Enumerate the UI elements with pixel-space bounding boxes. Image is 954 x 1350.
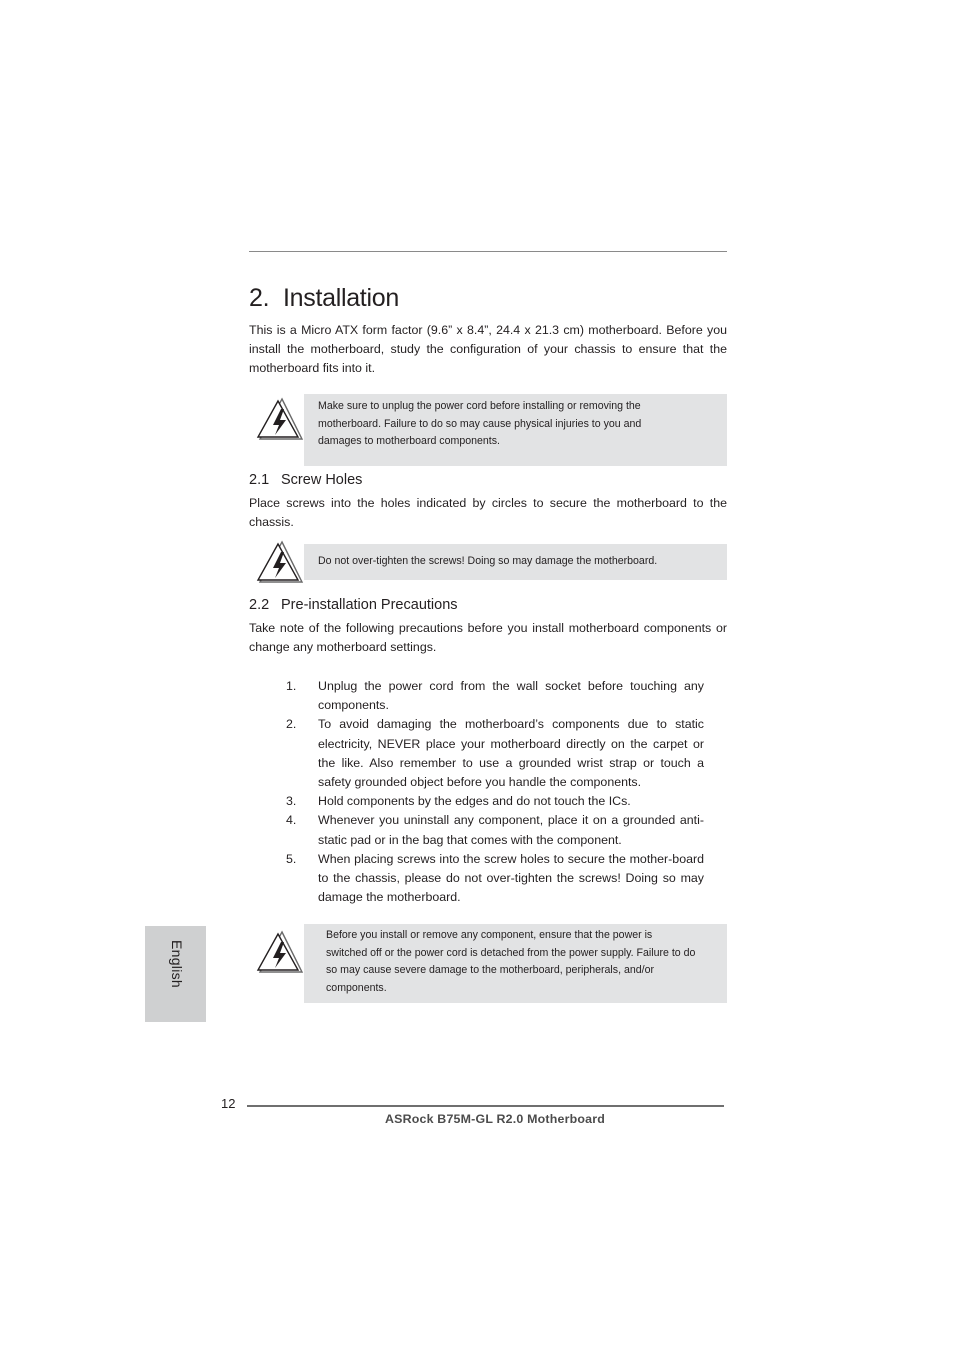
precautions-paragraph: Take note of the following precautions before you install motherboard components or change any motherboard settings. bbox=[249, 621, 727, 655]
warning-note-unplug bbox=[304, 394, 727, 466]
warning-icon bbox=[256, 928, 304, 979]
note-line: Make sure to unplug the power cord before installing or removing the bbox=[318, 400, 641, 412]
list-item: 4. Whenever you uninstall any component, place it on a grounded anti-static pad or in the bag that comes with the component. bbox=[286, 813, 704, 847]
note-line: motherboard. Failure to do so may cause physical injuries to you and bbox=[318, 418, 642, 430]
list-item: 2. To avoid damaging the motherboard’s components due to static electricity, NEVER place your motherboard directly on the carpet or the like. Also remember to use a grounded wrist strap or touch a safety grounded object before you handle the components. bbox=[286, 717, 704, 790]
page-title: 2. Installation bbox=[249, 284, 399, 312]
footer-rule bbox=[247, 1105, 724, 1107]
language-label: English bbox=[169, 940, 185, 989]
list-item: 1. Unplug the power cord from the wall socket before touching any components. bbox=[286, 679, 704, 713]
note-line: damages to motherboard components. bbox=[318, 435, 500, 447]
note-line: components. bbox=[326, 981, 387, 994]
language-tab bbox=[145, 926, 206, 1022]
section-heading-precautions: 2.2 Pre-installation Precautions bbox=[249, 597, 458, 613]
note-line: so may cause severe damage to the motherboard, peripherals, and/or bbox=[326, 964, 655, 976]
page-number: 12 bbox=[221, 1096, 236, 1111]
screw-holes-paragraph: Place screws into the holes indicated by circles to secure the motherboard to the chassis. bbox=[249, 496, 727, 530]
note-line: Before you install or remove any component, ensure that the power is bbox=[326, 929, 653, 941]
warning-note-power bbox=[304, 924, 727, 1003]
warning-icon bbox=[256, 538, 304, 589]
intro-paragraph: This is a Micro ATX form factor (9.6” x 8.4”, 24.4 x 21.3 cm) motherboard. Before you install the motherboard, study the configuration of your chassis to ensure that the motherboard fits into it. bbox=[249, 323, 727, 376]
section-heading-screw-holes: 2.1 Screw Holes bbox=[249, 472, 363, 488]
warning-icon bbox=[256, 395, 304, 446]
precautions-list bbox=[280, 677, 704, 907]
warning-note-screws: Do not over-tighten the screws! Doing so may damage the motherboard. bbox=[304, 544, 727, 580]
footer-product-name: ASRock B75M-GL R2.0 Motherboard bbox=[384, 1112, 606, 1126]
header-rule bbox=[249, 251, 727, 252]
note-line: switched off or the power cord is detached from the power supply. Failure to do bbox=[326, 946, 696, 959]
list-item: 5. When placing screws into the screw holes to secure the mother-board to the chassis, please do not over-tighten the screws! Doing so may damage the motherboard. bbox=[286, 851, 704, 905]
list-item: 3. Hold components by the edges and do not touch the ICs. bbox=[286, 794, 631, 809]
